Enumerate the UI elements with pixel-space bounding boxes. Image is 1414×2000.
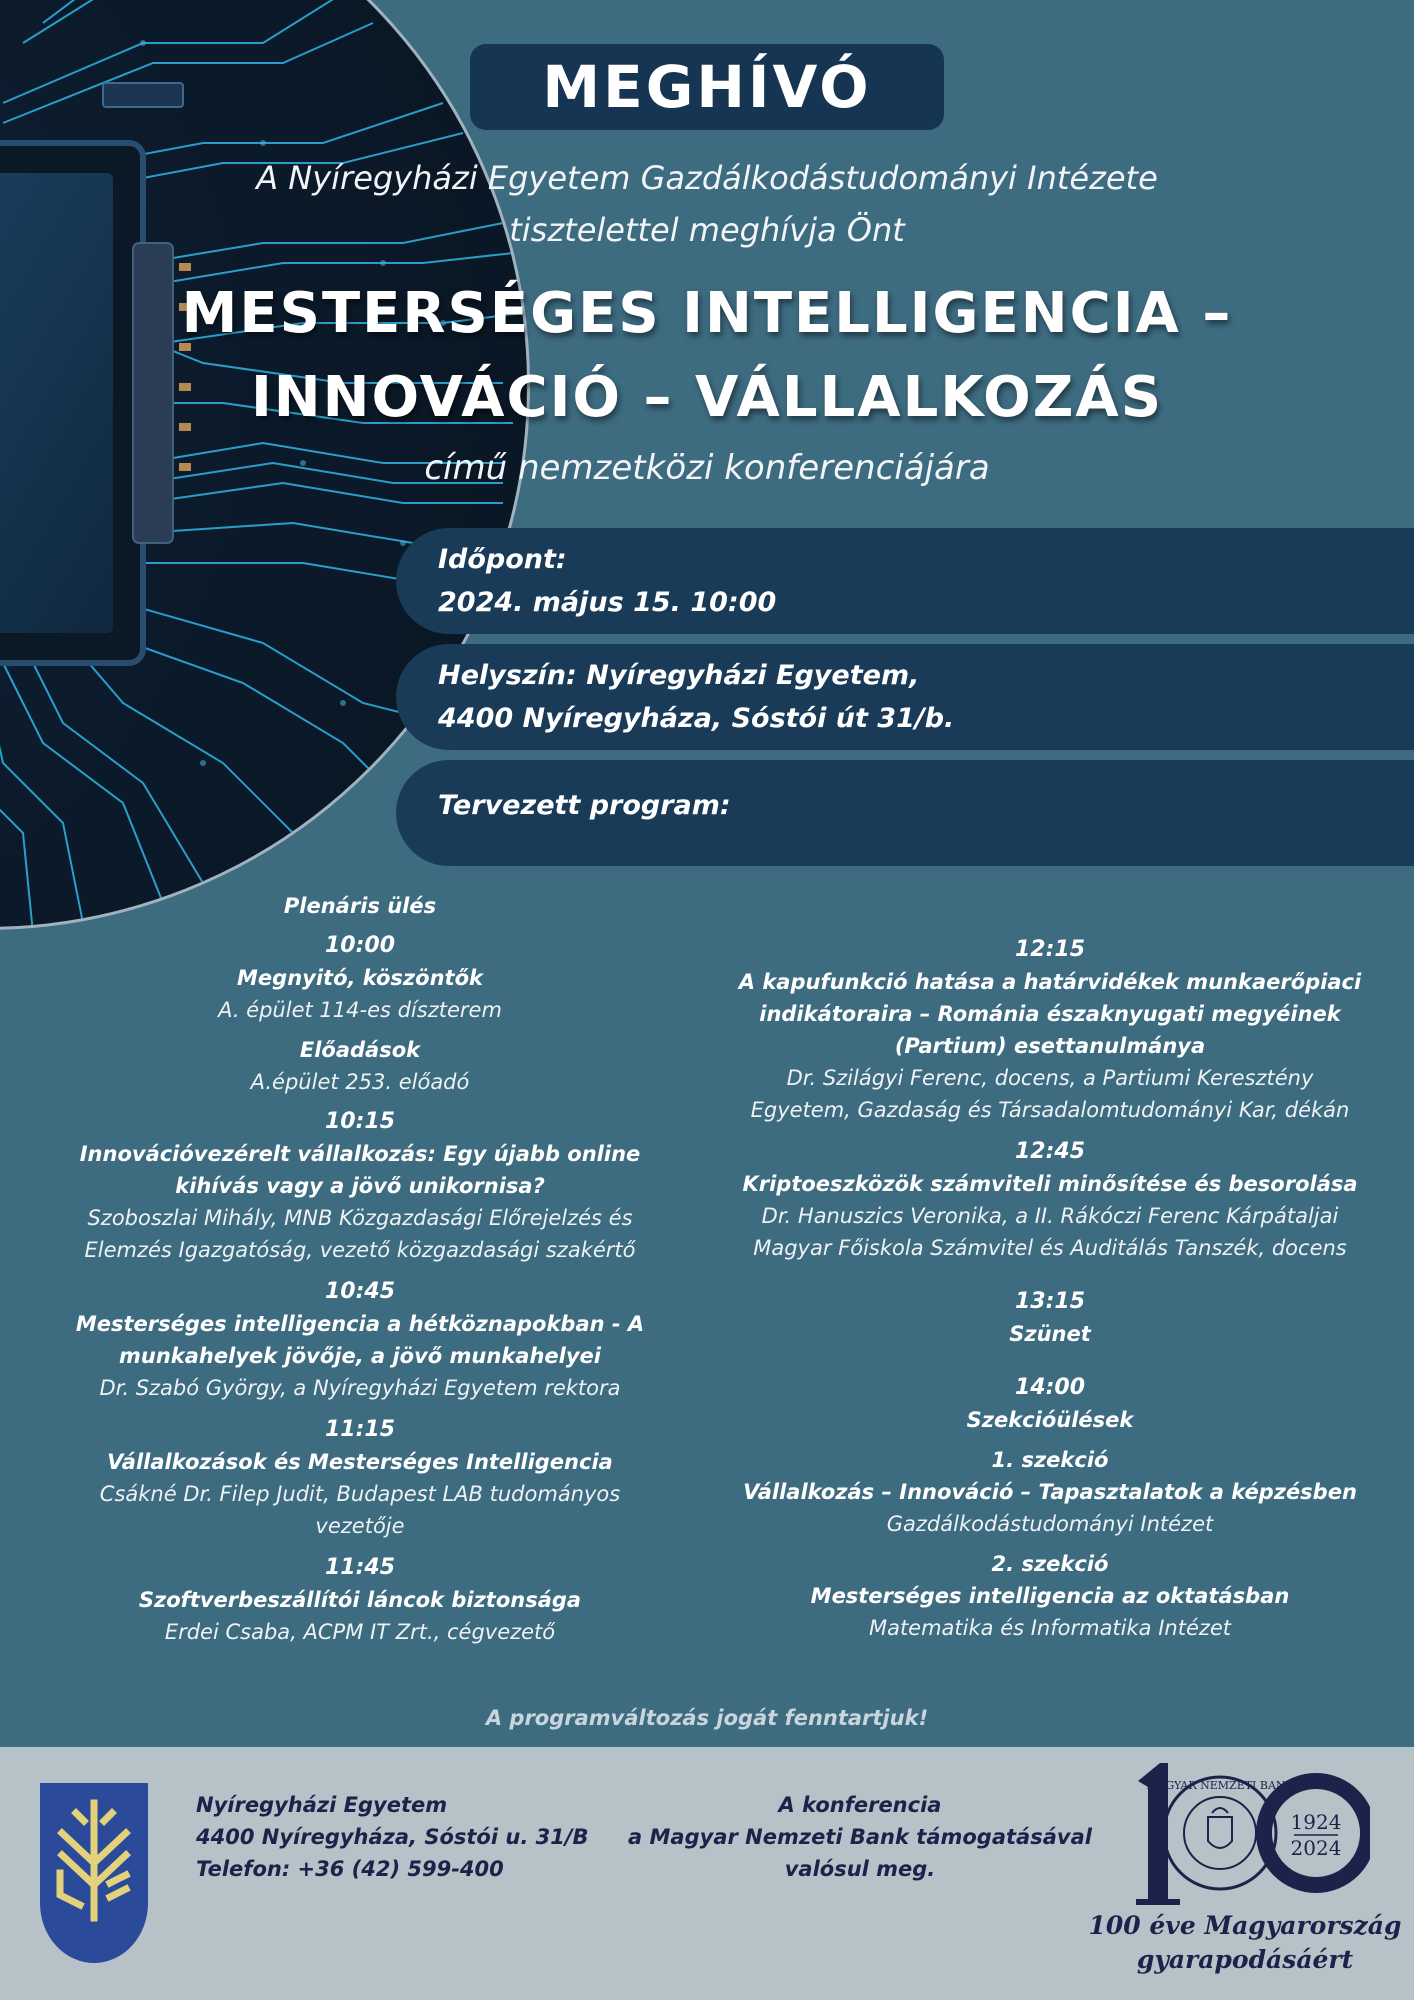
talk-time: 10:45: [324, 1279, 396, 1304]
break-time: 13:15: [1014, 1289, 1086, 1314]
svg-text:1924: 1924: [1290, 1810, 1342, 1834]
footer: [0, 1747, 1414, 2000]
section-host: Gazdálkodástudományi Intézet: [886, 1512, 1214, 1536]
talk-title: indikátoraira – Románia északnyugati megyéinek: [759, 1002, 1341, 1026]
sections-block: [700, 1372, 1400, 1436]
program-panel: [396, 760, 1414, 866]
talk-title: A kapufunkció hatása a határvidékek munkaerőpiaci: [738, 970, 1362, 994]
section-label: 2. szekció: [991, 1552, 1109, 1576]
break-title: Szünet: [1009, 1322, 1091, 1346]
talk-speaker: Dr. Hanuszics Veronika, a II. Rákóczi Ferenc Kárpátaljai: [761, 1204, 1339, 1228]
venue-line-1: Helyszín: Nyíregyházi Egyetem,: [438, 660, 920, 691]
opening-title: Megnyitó, köszöntők: [237, 966, 483, 990]
sponsor-line-1: A konferencia: [778, 1793, 942, 1817]
sections-title: Szekcióülések: [966, 1408, 1134, 1432]
talk-title: Vállalkozások és Mesterséges Intelligencia: [107, 1450, 613, 1474]
title-line-2: INNOVÁCIÓ – VÁLLALKOZÁS: [250, 365, 1164, 430]
university-shield-logo-icon: [40, 1783, 148, 1963]
sections-time: 14:00: [1014, 1375, 1086, 1400]
university-phone: Telefon: +36 (42) 599-400: [196, 1857, 504, 1881]
lectures-location: A.épület 253. előadó: [250, 1070, 470, 1094]
talk-item: [30, 1106, 690, 1266]
section-title: Mesterséges intelligencia az oktatásban: [810, 1584, 1290, 1608]
section-title: Vállalkozás – Innováció – Tapasztalatok a képzésben: [743, 1480, 1357, 1504]
talk-item: [700, 934, 1400, 1126]
university-name: Nyíregyházi Egyetem: [196, 1793, 448, 1817]
university-contact: [196, 1789, 589, 1885]
break-block: [700, 1286, 1400, 1350]
sponsor-line-2: a Magyar Nemzeti Bank támogatásával: [628, 1825, 1092, 1849]
program-label: Tervezett program:: [438, 790, 731, 821]
lectures-block: [30, 1034, 690, 1098]
talk-speaker: Szoboszlai Mihály, MNB Közgazdasági Előrejelzés és: [87, 1206, 633, 1230]
intro-text: [150, 152, 1264, 256]
title-line-1: MESTERSÉGES INTELLIGENCIA –: [181, 281, 1233, 346]
talk-title: Innovációvezérelt vállalkozás: Egy újabb online: [79, 1142, 641, 1166]
talk-title: Szoftverbeszállítói láncok biztonsága: [138, 1588, 582, 1612]
talk-speaker: Egyetem, Gazdaság és Társadalomtudományi Kar, dékán: [750, 1098, 1350, 1122]
talk-time: 11:15: [324, 1417, 396, 1442]
mnb-tagline-line-2: gyarapodásáért: [1136, 1945, 1354, 1974]
talk-item: [700, 1136, 1400, 1264]
talk-title: Mesterséges intelligencia a hétköznapokban - A: [75, 1312, 645, 1336]
talk-title: kihívás vagy a jövő unikornisa?: [175, 1174, 545, 1198]
intro-line-1: A Nyíregyházi Egyetem Gazdálkodástudományi Intézete: [256, 159, 1158, 197]
program-change-notice: A programváltozás jogát fenntartjuk!: [485, 1706, 929, 1730]
talk-item: [30, 1414, 690, 1542]
date-panel: [396, 528, 1414, 634]
sponsor-line-3: valósul meg.: [784, 1857, 936, 1881]
invitation-badge: [470, 44, 944, 130]
mnb-tagline-line-1: 100 éve Magyarország: [1088, 1911, 1402, 1940]
opening-time: 10:00: [324, 933, 396, 958]
talk-speaker: Erdei Csaba, ACPM IT Zrt., cégvezető: [164, 1620, 556, 1644]
venue-line-2: 4400 Nyíregyháza, Sóstói út 31/b.: [438, 703, 955, 734]
conference-subtitle: című nemzetközi konferenciájára: [424, 448, 990, 488]
lectures-title: Előadások: [299, 1038, 421, 1062]
talk-title: Kriptoeszközök számviteli minősítése és besorolása: [742, 1172, 1358, 1196]
talk-time: 12:45: [1014, 1139, 1086, 1164]
venue-panel: [396, 644, 1414, 750]
intro-line-2: tisztelettel meghívja Önt: [509, 211, 905, 249]
talk-speaker: Magyar Főiskola Számvitel és Auditálás Tanszék, docens: [753, 1236, 1347, 1260]
program-right-column: [700, 934, 1400, 1652]
talk-title: (Partium) esettanulmánya: [894, 1034, 1206, 1058]
talk-item: [30, 1276, 690, 1404]
session-title: Plenáris ülés: [283, 894, 437, 918]
opening-block: [30, 930, 690, 1026]
plenary-header: [30, 890, 690, 922]
section-label: 1. szekció: [991, 1448, 1109, 1472]
svg-text:MAGYAR NEMZETI BANK: MAGYAR NEMZETI BANK: [1146, 1779, 1294, 1792]
svg-text:2024: 2024: [1290, 1836, 1342, 1860]
talk-speaker: Dr. Szabó György, a Nyíregyházi Egyetem rektora: [99, 1376, 621, 1400]
talk-speaker: Csákné Dr. Filep Judit, Budapest LAB tudományos: [99, 1482, 621, 1506]
talk-time: 10:15: [324, 1109, 396, 1134]
talk-time: 11:45: [324, 1555, 396, 1580]
talk-item: [30, 1552, 690, 1648]
talk-speaker: Elemzés Igazgatóság, vezető közgazdasági szakértő: [84, 1238, 636, 1262]
mnb-tagline: [1080, 1909, 1410, 1977]
section-item: [700, 1444, 1400, 1540]
date-label: Időpont:: [438, 544, 567, 575]
program-left-column: [30, 890, 690, 1656]
section-host: Matematika és Informatika Intézet: [868, 1616, 1232, 1640]
section-item: [700, 1548, 1400, 1644]
opening-location: A. épület 114-es díszterem: [218, 998, 502, 1022]
talk-title: munkahelyek jövője, a jövő munkahelyei: [119, 1344, 601, 1368]
mnb-centenary-logo-icon: [1130, 1757, 1370, 1907]
university-address: 4400 Nyíregyháza, Sóstói u. 31/B: [196, 1825, 589, 1849]
date-value: 2024. május 15. 10:00: [438, 587, 777, 618]
badge-title: MEGHÍVÓ: [542, 53, 872, 121]
sponsor-note: [620, 1789, 1100, 1885]
conference-title: [60, 272, 1354, 440]
talk-time: 12:15: [1014, 937, 1086, 962]
talk-speaker: Dr. Szilágyi Ferenc, docens, a Partiumi Keresztény: [786, 1066, 1314, 1090]
talk-speaker: vezetője: [315, 1514, 405, 1538]
